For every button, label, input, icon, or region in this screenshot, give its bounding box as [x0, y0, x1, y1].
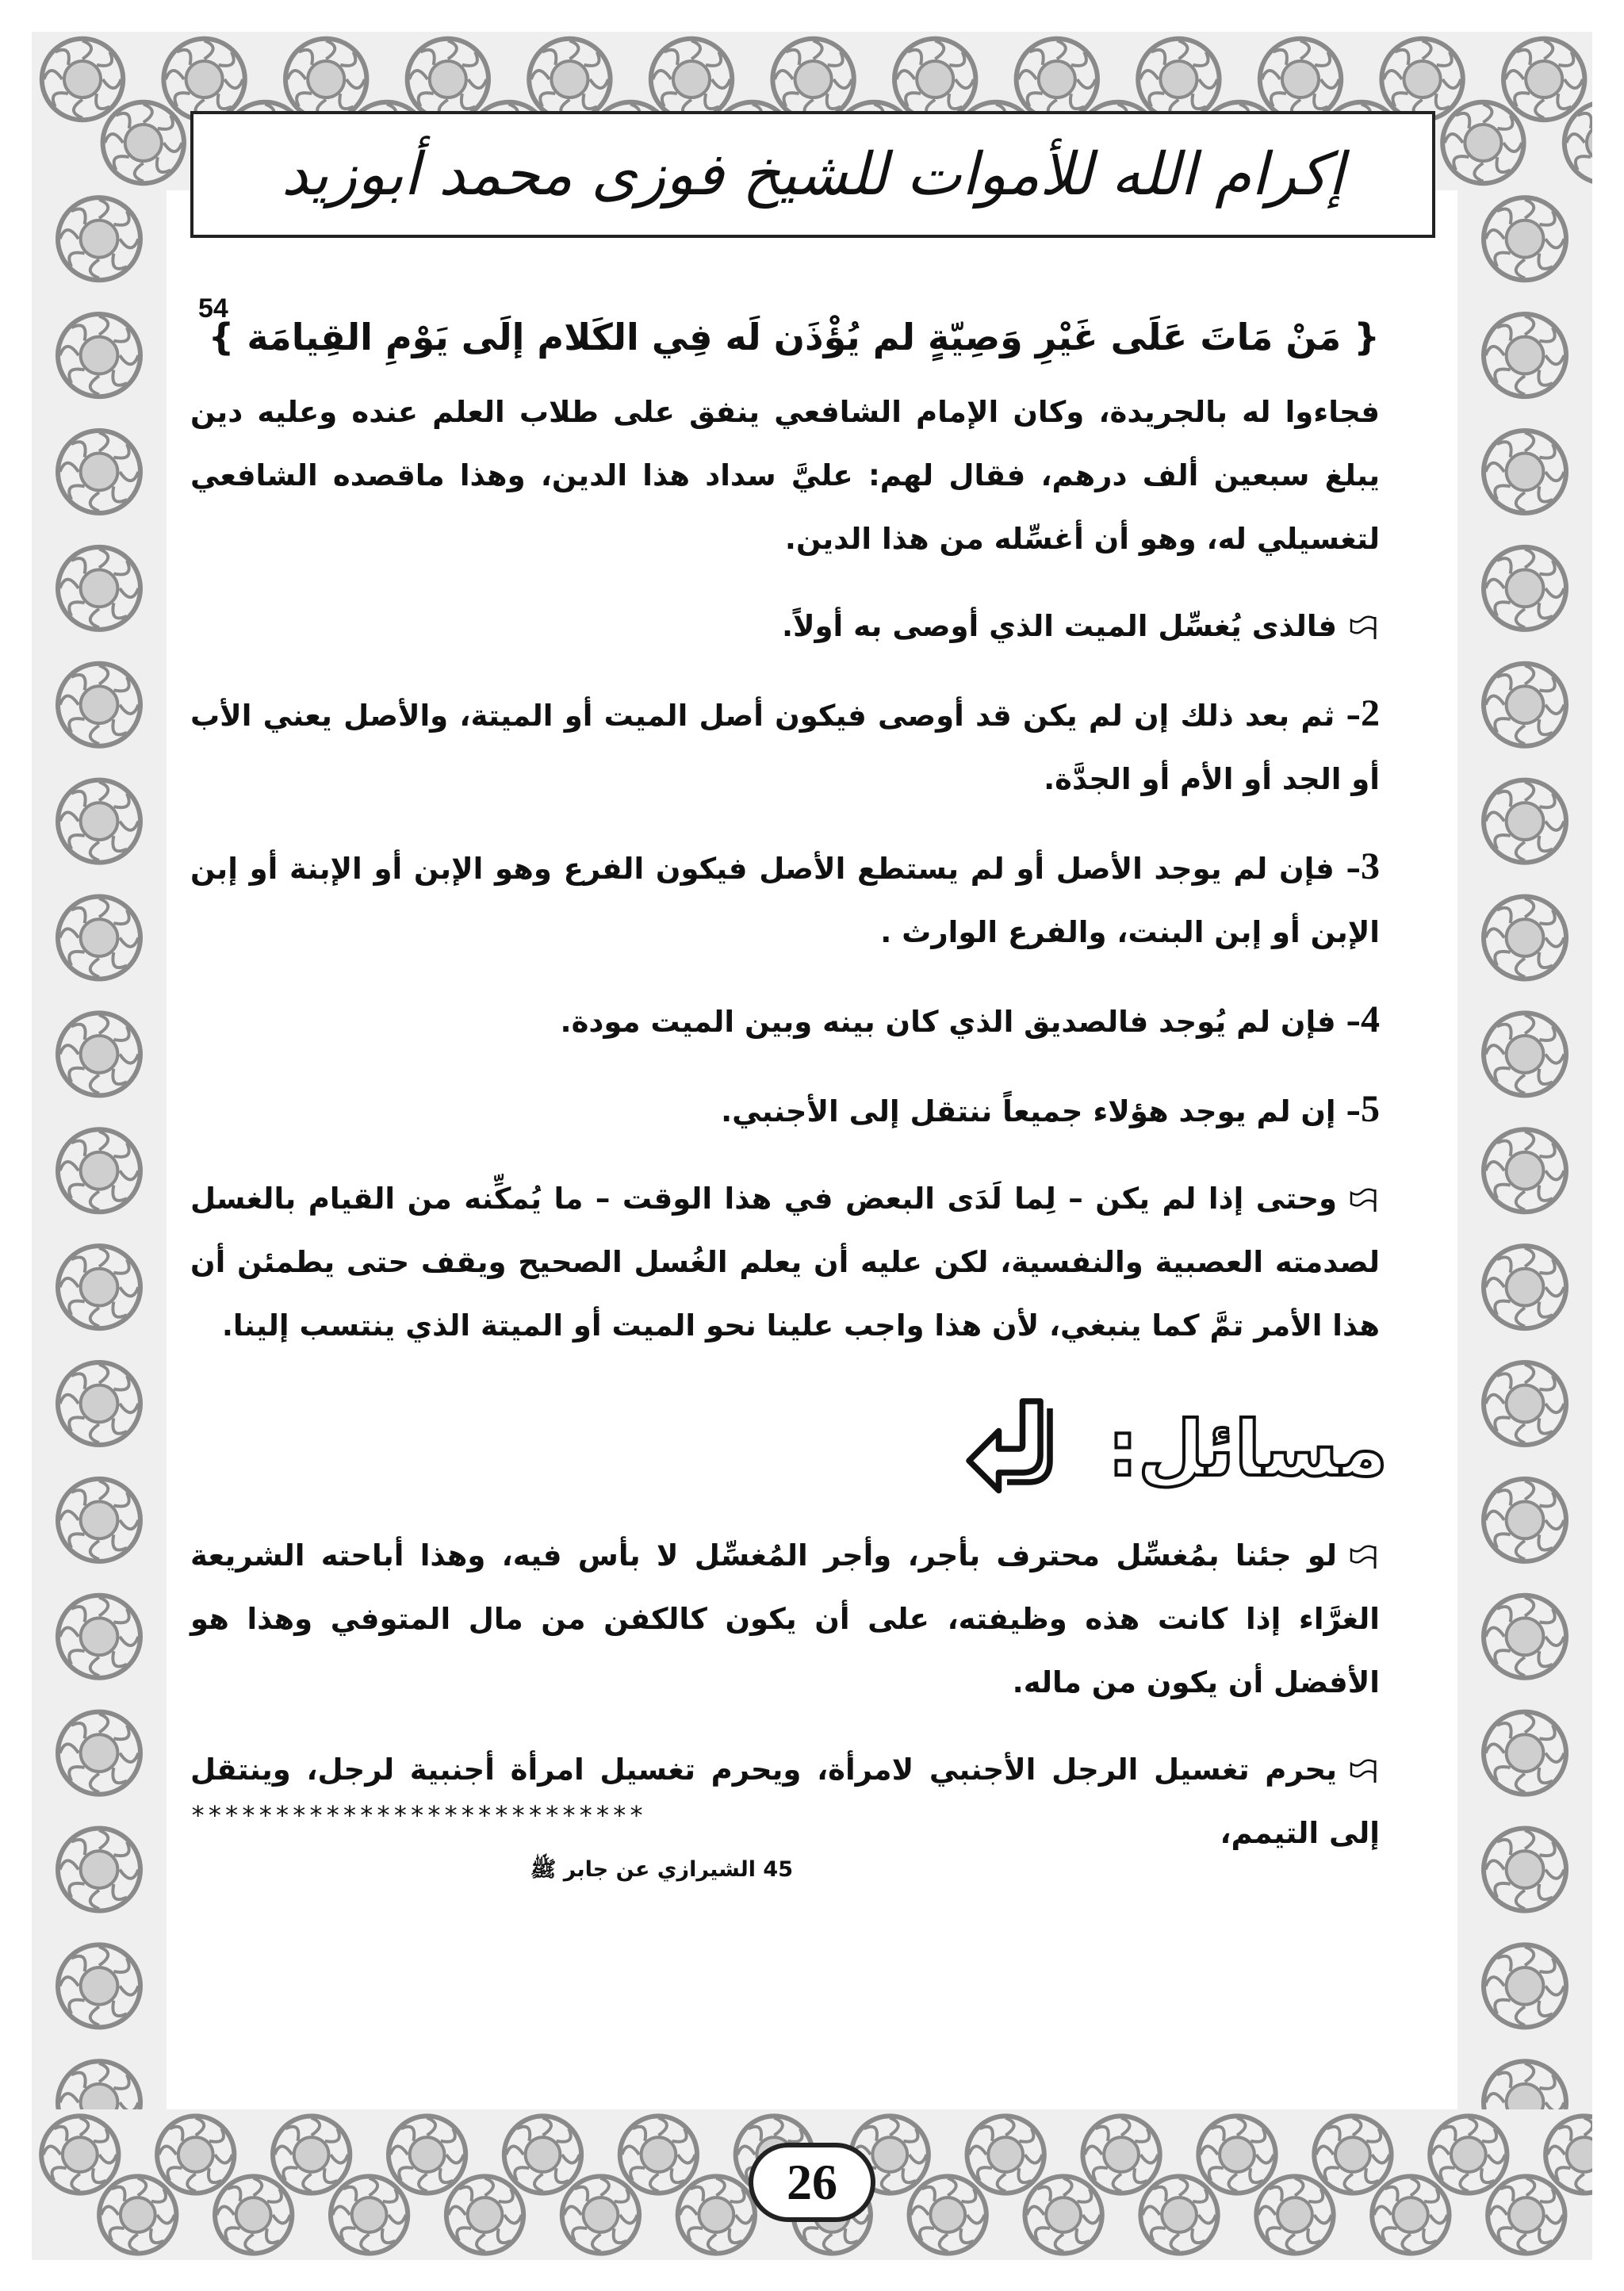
ornament-pattern	[32, 190, 167, 2109]
numbered-paragraph	[190, 835, 1435, 964]
paragraph-text: – ثم بعد ذلك إن لم يكن قد أوصى فيكون أصل الميت أو الميتة، والأصل يعني الأب أو الجد أو الأم أو الجدَّة.	[190, 699, 1380, 796]
page-header	[190, 111, 1435, 238]
paragraph-text: فالذى يُغسِّل الميت الذي أوصى به أولاً.	[781, 609, 1337, 643]
item-number: 5	[1361, 1088, 1380, 1130]
footnote-text: 45 الشيرازي عن جابر ﷺ	[530, 1857, 793, 1882]
bullet-paragraph	[190, 1524, 1435, 1714]
paragraph: فجاءوا له بالجريدة، وكان الإمام الشافعي ينفق على طلاب العلم عنده وعليه دين يبلغ سبعين ألف درهم، فقال لهم: عليَّ سداد هذا الدين، وهذا ماقصده الشافعي لتغسيلي له، وهو أن أغسِّله من هذا الدين.	[190, 395, 1380, 556]
curved-arrow-icon	[957, 1389, 1076, 1508]
numbered-paragraph	[190, 682, 1435, 811]
paragraph-text: لو جئنا بمُغسِّل محترف بأجر، وأجر المُغسِّل لا بأس فيه، وهذا أباحته الشريعة الغرَّاء إذا كانت هذه وظيفته، على أن يكون كالكفن من مال المتوفي وهذا هو الأفضل أن يكون من ماله.	[190, 1538, 1380, 1699]
paragraph-text: – فإن لم يوجد الأصل أو لم يستطع الأصل فيكون الفرع وهو الإبن أو الإبنة أو إبن الإبن أو إبن البنت، والفرع الوارث .	[190, 852, 1380, 949]
paragraph-text: يحرم تغسيل الرجل الأجنبي لامرأة، ويحرم تغسيل امرأة أجنبية لرجل، وينتقل إلى التيمم،	[190, 1753, 1380, 1850]
footnote-separator: ***************************	[190, 1800, 646, 1830]
item-number: 4	[1361, 998, 1380, 1040]
ornament-pattern	[1457, 190, 1592, 2109]
section-heading	[190, 293, 1435, 381]
flag-icon	[1348, 1758, 1380, 1785]
numbered-paragraph	[190, 988, 1435, 1054]
paragraph-text: – إن لم يوجد هؤلاء جميعاً ننتقل إلى الأجنبي.	[721, 1094, 1361, 1128]
numbered-paragraph	[190, 1078, 1435, 1144]
page-title: إكرام الله للأموات للشيخ فوزى محمد أبوزيد	[281, 140, 1345, 209]
bullet-paragraph	[190, 1167, 1435, 1358]
page-number-badge	[749, 2143, 875, 2222]
flag-icon	[1348, 1544, 1380, 1571]
paragraph-text: – فإن لم يُوجد فالصديق الذي كان بينه وبين الميت مودة.	[560, 1005, 1361, 1039]
border-right-ornament	[1457, 190, 1592, 2109]
border-left-ornament	[32, 190, 167, 2109]
flag-icon	[1348, 1187, 1380, 1214]
flag-icon	[1348, 615, 1380, 642]
heading-text: { مَنْ مَاتَ عَلَى غَيْرِ وَصِيّةٍ لم يُؤْذَن لَه فِي الكَلام إلَى يَوْمِ القِيامَة }	[208, 316, 1380, 358]
masail-heading-text: مسائل:	[1107, 1404, 1388, 1493]
bullet-paragraph	[190, 595, 1435, 658]
item-number: 3	[1361, 845, 1380, 887]
masail-section-heading	[190, 1373, 1435, 1524]
item-number: 2	[1361, 692, 1380, 734]
footnote-reference: 54	[198, 293, 228, 324]
page-body	[190, 293, 1435, 2101]
paragraph-text: وحتى إذا لم يكن – لِما لَدَى البعض في هذا الوقت – ما يُمكِّنه من القيام بالغسل لصدمته العصبية والنفسية، لكن عليه أن يعلم الغُسل الصحيح ويقف حتى يطمئن أن هذا الأمر تمَّ كما ينبغي، لأن هذا واجب علينا نحو الميت أو الميتة الذي ينتسب إلينا.	[190, 1182, 1380, 1343]
page-number: 26	[787, 2154, 837, 2210]
